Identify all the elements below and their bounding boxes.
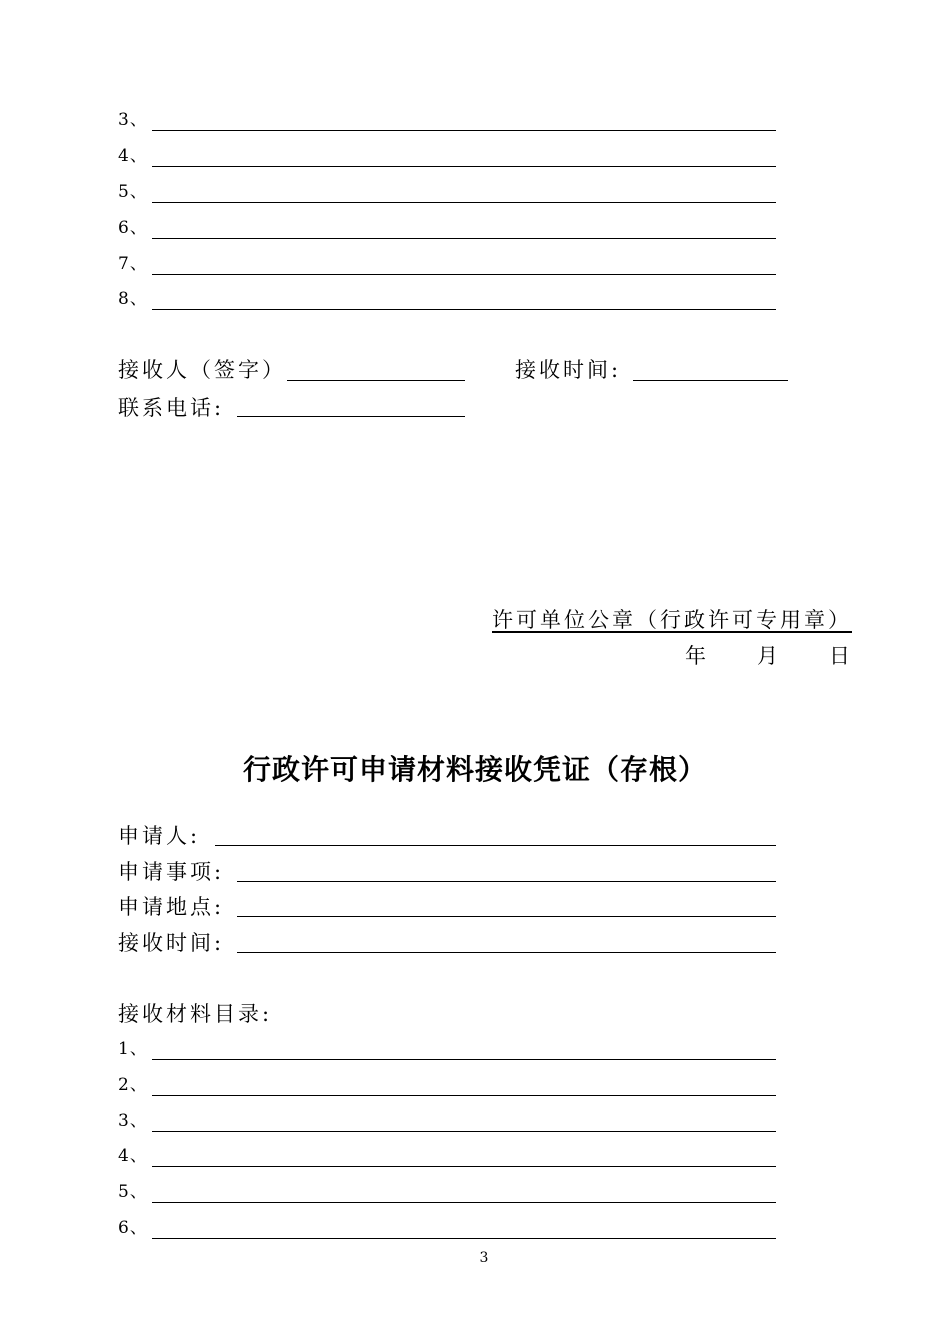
page-title: 行政许可申请材料接收凭证（存根） [242, 753, 707, 786]
list-number: 6、 [118, 218, 148, 238]
list-number: 4、 [118, 1146, 148, 1166]
blank-line[interactable] [152, 1202, 776, 1203]
blank-line[interactable] [152, 1059, 776, 1060]
list-number: 5、 [118, 1182, 148, 1202]
list-number: 3、 [118, 110, 148, 130]
blank-line[interactable] [152, 202, 776, 203]
date-day: 日 [829, 644, 853, 668]
location-line[interactable] [237, 916, 776, 917]
blank-line[interactable] [152, 1131, 776, 1132]
contact-phone-line[interactable] [237, 416, 465, 417]
receive-time-label: 接收时间: [515, 358, 622, 382]
blank-line[interactable] [152, 1238, 776, 1239]
date-month: 月 [757, 644, 781, 668]
list-number: 3、 [118, 1111, 148, 1131]
list-number: 6、 [118, 1218, 148, 1238]
catalog-label: 接收材料目录: [118, 1002, 273, 1026]
blank-line[interactable] [152, 1166, 776, 1167]
blank-line[interactable] [152, 238, 776, 239]
applicant-label: 申请人: [118, 824, 201, 848]
blank-line[interactable] [152, 130, 776, 131]
blank-line[interactable] [152, 274, 776, 275]
list-number: 2、 [118, 1075, 148, 1095]
matter-label: 申请事项: [118, 860, 225, 884]
list-number: 4、 [118, 146, 148, 166]
date-year: 年 [685, 644, 709, 668]
blank-line[interactable] [152, 1095, 776, 1096]
receiver-signature-line[interactable] [287, 380, 465, 381]
location-label: 申请地点: [118, 895, 225, 919]
page-number: 3 [479, 1250, 489, 1266]
list-number: 5、 [118, 182, 148, 202]
matter-line[interactable] [237, 881, 776, 882]
list-number: 1、 [118, 1039, 148, 1059]
list-number: 8、 [118, 289, 148, 309]
time-line[interactable] [237, 952, 776, 953]
seal-label: 许可单位公章（行政许可专用章） [492, 608, 852, 632]
contact-phone-label: 联系电话: [118, 396, 225, 420]
blank-line[interactable] [152, 166, 776, 167]
blank-line[interactable] [152, 309, 776, 310]
time-label: 接收时间: [118, 931, 225, 955]
list-number: 7、 [118, 254, 148, 274]
applicant-line[interactable] [215, 845, 776, 846]
receiver-label: 接收人（签字） [118, 358, 286, 382]
receive-time-line[interactable] [633, 380, 788, 381]
